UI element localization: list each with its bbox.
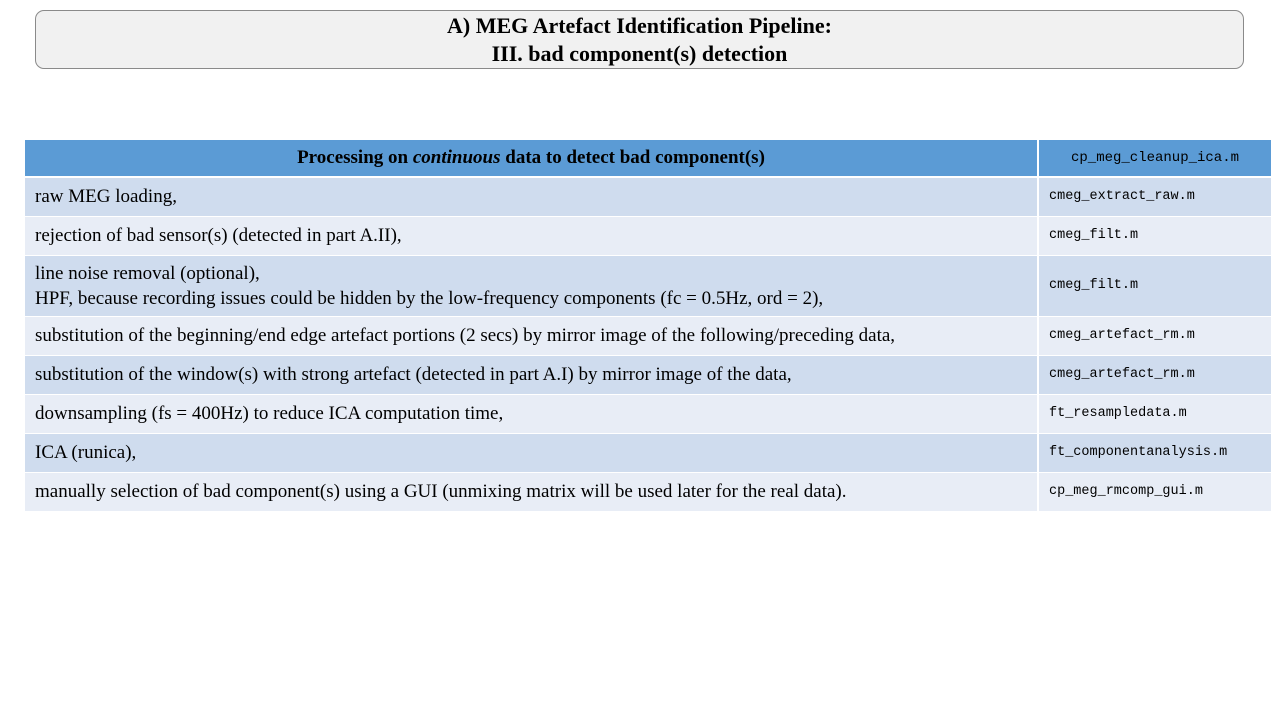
slide-title-line-1: A) MEG Artefact Identification Pipeline: — [447, 12, 832, 38]
step-text: line noise removal (optional), — [35, 262, 260, 284]
step-text: rejection of bad sensor(s) (detected in part A.II), — [35, 225, 402, 246]
step-description — [25, 177, 1038, 216]
table-header-row — [25, 140, 1271, 177]
step-description — [25, 316, 1038, 355]
table-row — [25, 394, 1271, 433]
step-description — [25, 472, 1038, 511]
pipeline-table — [25, 140, 1271, 512]
step-text: raw MEG loading, — [35, 186, 177, 208]
step-script-file: ft_componentanalysis.m — [1038, 433, 1271, 472]
table-header-description — [25, 140, 1038, 177]
table-row — [25, 177, 1271, 216]
table-row — [25, 355, 1271, 394]
slide-title-box — [35, 10, 1244, 69]
table-row — [25, 316, 1271, 355]
table-row — [25, 255, 1271, 316]
table-header-file: cp_meg_cleanup_ica.m — [1038, 140, 1271, 177]
step-script-file: ft_resampledata.m — [1038, 394, 1271, 433]
step-script-file: cmeg_artefact_rm.m — [1038, 316, 1271, 355]
step-description — [25, 433, 1038, 472]
step-text: substitution of the beginning/end edge artefact portions (2 secs) by mirror image of the following/preceding data, — [35, 325, 896, 346]
table-row — [25, 433, 1271, 472]
header-text-before: Processing on — [297, 147, 413, 168]
step-description — [25, 216, 1038, 255]
step-description — [25, 394, 1038, 433]
slide-title-line-2: III. bad component(s) detection — [491, 40, 788, 66]
table-row — [25, 216, 1271, 255]
step-text: substitution of the window(s) with strong artefact (detected in part A.I) by mirror image of the data, — [35, 364, 792, 385]
step-script-file: cmeg_filt.m — [1038, 216, 1271, 255]
table-row — [25, 472, 1271, 511]
step-text: HPF, because recording issues could be hidden by the low-frequency components (fc = 0.5Hz, ord = 2), — [35, 287, 824, 309]
step-script-file: cmeg_artefact_rm.m — [1038, 355, 1271, 394]
step-text: downsampling (fs = 400Hz) to reduce ICA computation time, — [35, 403, 504, 424]
step-script-file: cmeg_filt.m — [1038, 255, 1271, 316]
step-description — [25, 255, 1038, 316]
header-text-emphasis: continuous — [412, 147, 501, 168]
header-text-after: data to detect bad component(s) — [500, 147, 765, 168]
step-text: ICA (runica), — [35, 442, 137, 463]
step-script-file: cmeg_extract_raw.m — [1038, 177, 1271, 216]
step-text: manually selection of bad component(s) using a GUI (unmixing matrix will be used later for the real data). — [35, 481, 847, 502]
step-script-file: cp_meg_rmcomp_gui.m — [1038, 472, 1271, 511]
step-description — [25, 355, 1038, 394]
